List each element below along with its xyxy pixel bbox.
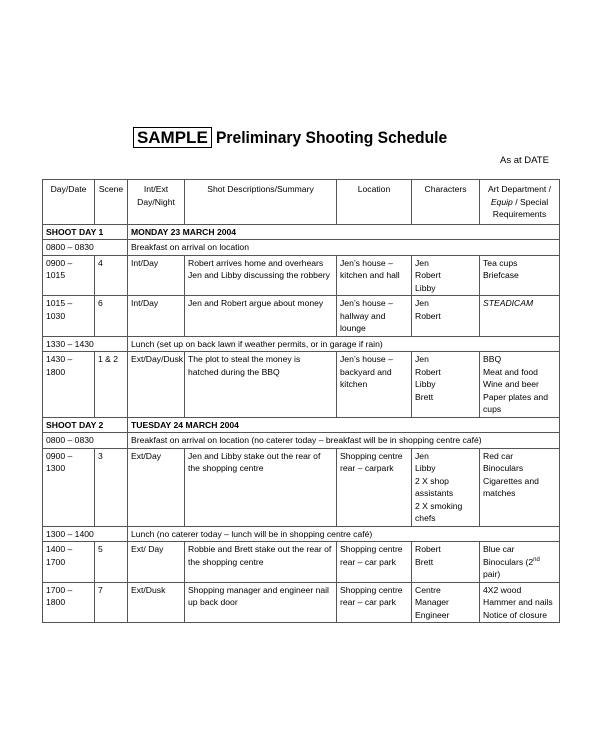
shoot-day-label: SHOOT DAY 1 [43, 224, 128, 240]
location-cell: Shopping centre rear – car park [337, 582, 412, 623]
time-cell: 1400 – 1700 [43, 542, 95, 583]
shoot-day-date: MONDAY 23 MARCH 2004 [128, 224, 560, 240]
art-cell: Red car Binoculars Cigarettes and matches [480, 448, 560, 526]
col-characters: Characters [412, 180, 480, 225]
time-cell: 1430 – 1800 [43, 352, 95, 418]
characters-cell: Jen Libby 2 X shop assistants 2 X smoking chefs [412, 448, 480, 526]
time-cell: 0900 – 1015 [43, 255, 95, 296]
time-cell: 1015 – 1030 [43, 296, 95, 337]
characters-cell: Jen Robert [412, 296, 480, 337]
break-time: 1300 – 1400 [43, 526, 128, 542]
characters-cell: Robert Brett [412, 542, 480, 583]
int-ext-cell: Int/Day [128, 255, 185, 296]
scene-cell: 3 [95, 448, 128, 526]
shot-cell: Robert arrives home and overhears Jen and Libby discussing the robbery [185, 255, 337, 296]
art-cell: Tea cups Briefcase [480, 255, 560, 296]
shot-cell: Jen and Libby stake out the rear of the shopping centre [185, 448, 337, 526]
col-scene: Scene [95, 180, 128, 225]
break-text: Lunch (set up on back lawn if weather permits, or in garage if rain) [128, 336, 560, 352]
break-time: 0800 – 0830 [43, 433, 128, 449]
break-time: 1330 – 1430 [43, 336, 128, 352]
col-day-date: Day/Date [43, 180, 95, 225]
location-cell: Jen’s house – hallway and lounge [337, 296, 412, 337]
characters-cell: Jen Robert Libby Brett [412, 352, 480, 418]
scene-cell: 5 [95, 542, 128, 583]
int-ext-cell: Int/Day [128, 296, 185, 337]
location-cell: Shopping centre rear – car park [337, 542, 412, 583]
table-row [43, 582, 560, 623]
shoot-day-label: SHOOT DAY 2 [43, 417, 128, 433]
break-text: Breakfast on arrival on location (no caterer today – breakfast will be in shopping centre café) [128, 433, 560, 449]
art-cell: BBQ Meat and food Wine and beer Paper plates and cups [480, 352, 560, 418]
break-text: Breakfast on arrival on location [128, 240, 560, 256]
as-at-date: As at DATE [500, 155, 549, 166]
table-row [43, 296, 560, 337]
int-ext-cell: Ext/ Day [128, 542, 185, 583]
shot-cell: The plot to steal the money is hatched during the BBQ [185, 352, 337, 418]
col-shot: Shot Descriptions/Summary [185, 180, 337, 225]
shooting-schedule-table [42, 179, 560, 623]
scene-cell: 6 [95, 296, 128, 337]
table-row [43, 255, 560, 296]
shoot-day-date: TUESDAY 24 MARCH 2004 [128, 417, 560, 433]
art-cell: Blue car Binoculars (2nd pair) [480, 542, 560, 583]
art-cell: 4X2 wood Hammer and nails Notice of closure [480, 582, 560, 623]
characters-cell: Jen Robert Libby [412, 255, 480, 296]
break-row [43, 336, 560, 352]
int-ext-cell: Ext/Dusk [128, 582, 185, 623]
document-title [0, 128, 600, 148]
shot-cell: Shopping manager and engineer nail up back door [185, 582, 337, 623]
scene-cell: 7 [95, 582, 128, 623]
scene-cell: 1 & 2 [95, 352, 128, 418]
break-text: Lunch (no caterer today – lunch will be in shopping centre café) [128, 526, 560, 542]
day-header-row [43, 224, 560, 240]
title-text: Preliminary Shooting Schedule [215, 128, 447, 147]
col-art: Art Department / Equip / Special Requirements [480, 180, 560, 225]
day-header-row [43, 417, 560, 433]
break-row [43, 240, 560, 256]
scene-cell: 4 [95, 255, 128, 296]
characters-cell: Centre Manager Engineer [412, 582, 480, 623]
break-row [43, 433, 560, 449]
time-cell: 1700 – 1800 [43, 582, 95, 623]
break-time: 0800 – 0830 [43, 240, 128, 256]
location-cell: Jen’s house – kitchen and hall [337, 255, 412, 296]
col-location: Location [337, 180, 412, 225]
int-ext-cell: Ext/Day/Dusk [128, 352, 185, 418]
shot-cell: Jen and Robert argue about money [185, 296, 337, 337]
int-ext-cell: Ext/Day [128, 448, 185, 526]
table-header-row [43, 180, 560, 225]
table-row [43, 448, 560, 526]
table-row [43, 352, 560, 418]
time-cell: 0900 – 1300 [43, 448, 95, 526]
col-int-ext: Int/Ext Day/Night [128, 180, 185, 225]
location-cell: Shopping centre rear – carpark [337, 448, 412, 526]
shot-cell: Robbie and Brett stake out the rear of the shopping centre [185, 542, 337, 583]
art-cell: STEADICAM [480, 296, 560, 337]
table-row [43, 542, 560, 583]
break-row [43, 526, 560, 542]
location-cell: Jen’s house – backyard and kitchen [337, 352, 412, 418]
sample-label: SAMPLE [133, 127, 212, 148]
